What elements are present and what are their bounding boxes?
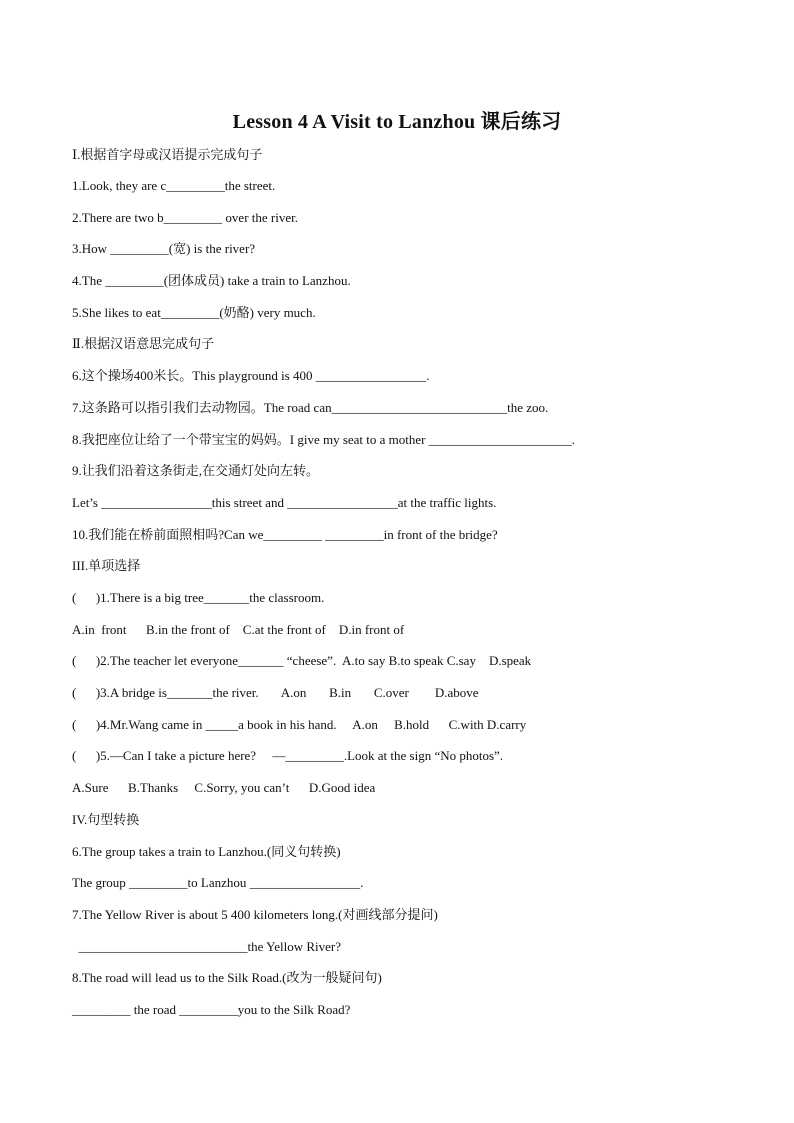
question-line: 7.这条路可以指引我们去动物园。The road can___________________________the zoo. bbox=[72, 400, 549, 415]
question-line: 7.The Yellow River is about 5 400 kilometers long.(对画线部分提问) bbox=[72, 907, 438, 922]
question-line: 1.Look, they are c_________the street. bbox=[72, 178, 276, 193]
question-line: 5.She likes to eat_________(奶酪) very much. bbox=[72, 305, 316, 320]
question-line: 9.让我们沿着这条街走,在交通灯处向左转。 bbox=[72, 463, 320, 478]
question-line: _________ the road _________you to the Silk Road? bbox=[72, 1002, 351, 1017]
section-2-heading: Ⅱ.根据汉语意思完成句子 bbox=[72, 336, 215, 351]
options-line: A.Sure B.Thanks C.Sorry, you can’t D.Good idea bbox=[72, 780, 376, 795]
question-line: The group _________to Lanzhou _________________. bbox=[72, 875, 364, 890]
question-line: ( )2.The teacher let everyone_______ “cheese”. A.to say B.to speak C.say D.speak bbox=[72, 653, 532, 668]
question-line: ( )1.There is a big tree_______the classroom. bbox=[72, 590, 325, 605]
question-line: ( )4.Mr.Wang came in _____a book in his hand. A.on B.hold C.with D.carry bbox=[72, 717, 527, 732]
options-line: A.in front B.in the front of C.at the front of D.in front of bbox=[72, 622, 405, 637]
question-line: 3.How _________(宽) is the river? bbox=[72, 241, 256, 256]
document-title: Lesson 4 A Visit to Lanzhou 课后练习 bbox=[232, 111, 562, 133]
question-line: 6.The group takes a train to Lanzhou.(同义句转换) bbox=[72, 844, 341, 859]
question-line: 2.There are two b_________ over the river. bbox=[72, 210, 298, 225]
question-line: ( )3.A bridge is_______the river. A.on B.in C.over D.above bbox=[72, 685, 479, 700]
question-line: 4.The _________(团体成员) take a train to Lanzhou. bbox=[72, 273, 351, 288]
section-4-heading: IV.句型转换 bbox=[72, 812, 140, 827]
section-1-heading: Ⅰ.根据首字母或汉语提示完成句子 bbox=[72, 147, 263, 162]
question-line: 8.The road will lead us to the Silk Road.(改为一般疑问句) bbox=[72, 970, 382, 985]
question-line: 6.这个操场400米长。This playground is 400 _________________. bbox=[72, 368, 430, 383]
question-line: 10.我们能在桥前面照相吗?Can we_________ _________in front of the bridge? bbox=[72, 527, 498, 542]
question-line: 8.我把座位让给了一个带宝宝的妈妈。I give my seat to a mother ______________________. bbox=[72, 432, 575, 447]
question-line: __________________________the Yellow River? bbox=[72, 939, 342, 954]
question-line: Let’s _________________this street and _________________at the traffic lights. bbox=[72, 495, 497, 510]
question-line: ( )5.—Can I take a picture here? —_________.Look at the sign “No photos”. bbox=[72, 748, 504, 763]
section-3-heading: III.单项选择 bbox=[72, 558, 141, 573]
